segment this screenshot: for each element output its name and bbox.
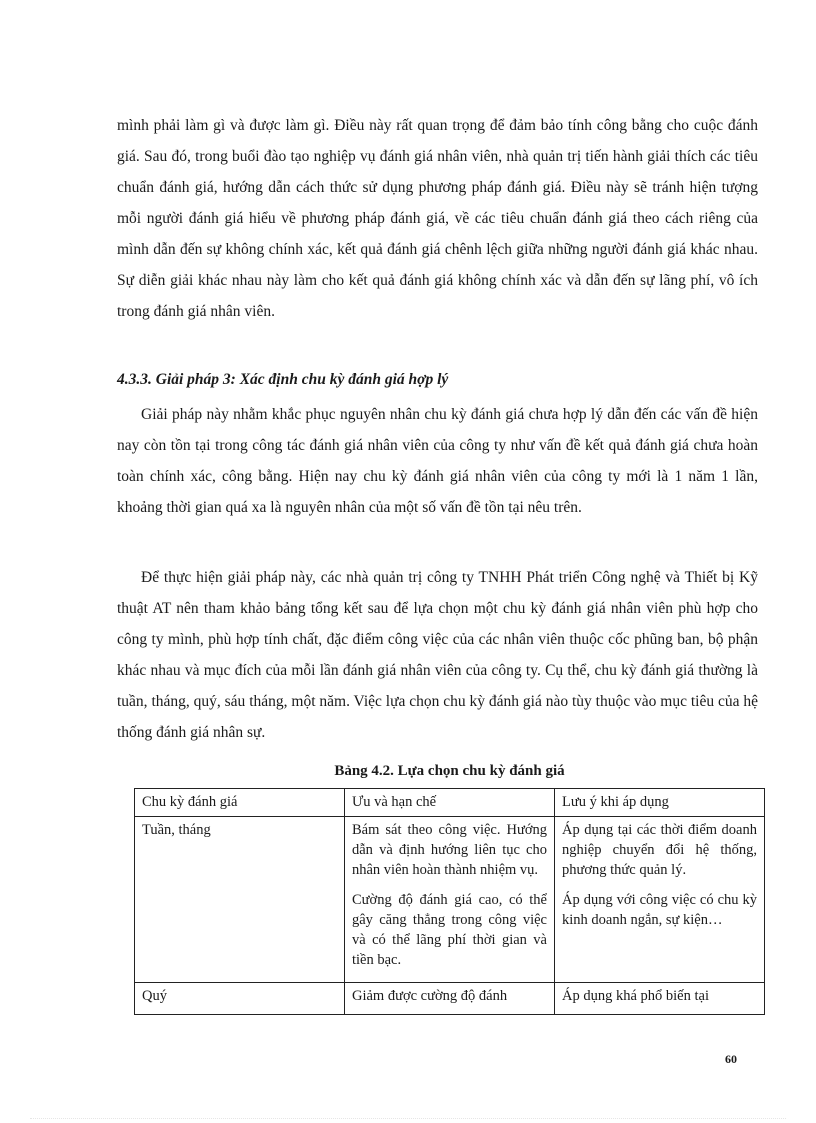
header-cell-period: Chu kỳ đánh giá bbox=[135, 789, 345, 817]
cell-text: Bám sát theo công việc. Hướng dẫn và định hướng liên tục cho nhân viên hoàn thành nhiệm vụ. bbox=[352, 822, 547, 878]
cell-text: Cường độ đánh giá cao, có thể gây căng thẳng trong công việc và có thể lãng phí thời gian và tiền bạc. bbox=[352, 892, 547, 968]
table-row bbox=[135, 983, 765, 1015]
cell-notes: Áp dụng khá phổ biến tại bbox=[555, 983, 765, 1015]
section-heading: 4.3.3. Giải pháp 3: Xác định chu kỳ đánh giá hợp lý bbox=[117, 371, 449, 388]
cell-pros-cons bbox=[345, 817, 555, 983]
cell-notes bbox=[555, 817, 765, 983]
body-paragraph-1: mình phải làm gì và được làm gì. Điều này rất quan trọng để đảm bảo tính công bằng cho cuộc đánh giá. Sau đó, trong buổi đào tạo nghiệp vụ đánh giá nhân viên, nhà quản trị tiến hành giải thích các tiêu chuẩn đánh giá, hướng dẫn cách thức sử dụng phương pháp đánh giá. Điều này sẽ tránh hiện tượng mỗi người đánh giá hiểu về phương pháp đánh giá, về các tiêu chuẩn đánh giá theo cách riêng của mình dẫn đến sự không chính xác, kết quả đánh giá chênh lệch giữa những người đánh giá khác nhau. Sự diễn giải khác nhau này làm cho kết quả đánh giá không chính xác và dẫn đến sự lãng phí, vô ích trong đánh giá nhân viên. bbox=[117, 117, 758, 320]
footer-divider bbox=[30, 1118, 786, 1119]
page-number: 60 bbox=[725, 1052, 737, 1066]
cell-text: Áp dụng tại các thời điểm doanh nghiệp chuyển đổi hệ thống, phương thức quản lý. bbox=[562, 822, 757, 878]
table-header-row bbox=[135, 789, 765, 817]
header-cell-pros-cons: Ưu và hạn chế bbox=[345, 789, 555, 817]
header-cell-notes: Lưu ý khi áp dụng bbox=[555, 789, 765, 817]
body-paragraph-3: Để thực hiện giải pháp này, các nhà quản trị công ty TNHH Phát triển Công nghệ và Thiết bị Kỹ thuật AT nên tham khảo bảng tổng kết sau để lựa chọn một chu kỳ đánh giá nhân viên phù hợp cho công ty mình, phù hợp tính chất, đặc điểm công việc của các nhân viên thuộc cốc phũng ban, bộ phận khác nhau và mục đích của mỗi lần đánh giá nhân viên của công ty. Cụ thể, chu kỳ đánh giá thường là tuần, tháng, quý, sáu tháng, một năm. Việc lựa chọn chu kỳ đánh giá nào tùy thuộc vào mục tiêu của hệ thống đánh giá nhân sự. bbox=[117, 569, 758, 741]
evaluation-cycle-table bbox=[134, 788, 765, 1015]
table-caption: Bảng 4.2. Lựa chọn chu kỳ đánh giá bbox=[334, 763, 565, 779]
body-paragraph-2: Giải pháp này nhằm khắc phục nguyên nhân chu kỳ đánh giá chưa hợp lý dẫn đến các vấn đề hiện nay còn tồn tại trong công tác đánh giá nhân viên của công ty như vấn đề kết quả đánh giá chưa hoàn toàn chính xác, công bằng. Hiện nay chu kỳ đánh giá nhân viên của công ty mới là 1 năm 1 lần, khoảng thời gian quá xa là nguyên nhân của một số vấn đề tồn tại nêu trên. bbox=[117, 406, 758, 516]
cell-period: Tuần, tháng bbox=[135, 817, 345, 983]
cell-pros-cons: Giảm được cường độ đánh bbox=[345, 983, 555, 1015]
table-row bbox=[135, 817, 765, 983]
cell-period: Quý bbox=[135, 983, 345, 1015]
cell-text: Áp dụng với công việc có chu kỳ kinh doanh ngắn, sự kiện… bbox=[562, 892, 757, 928]
